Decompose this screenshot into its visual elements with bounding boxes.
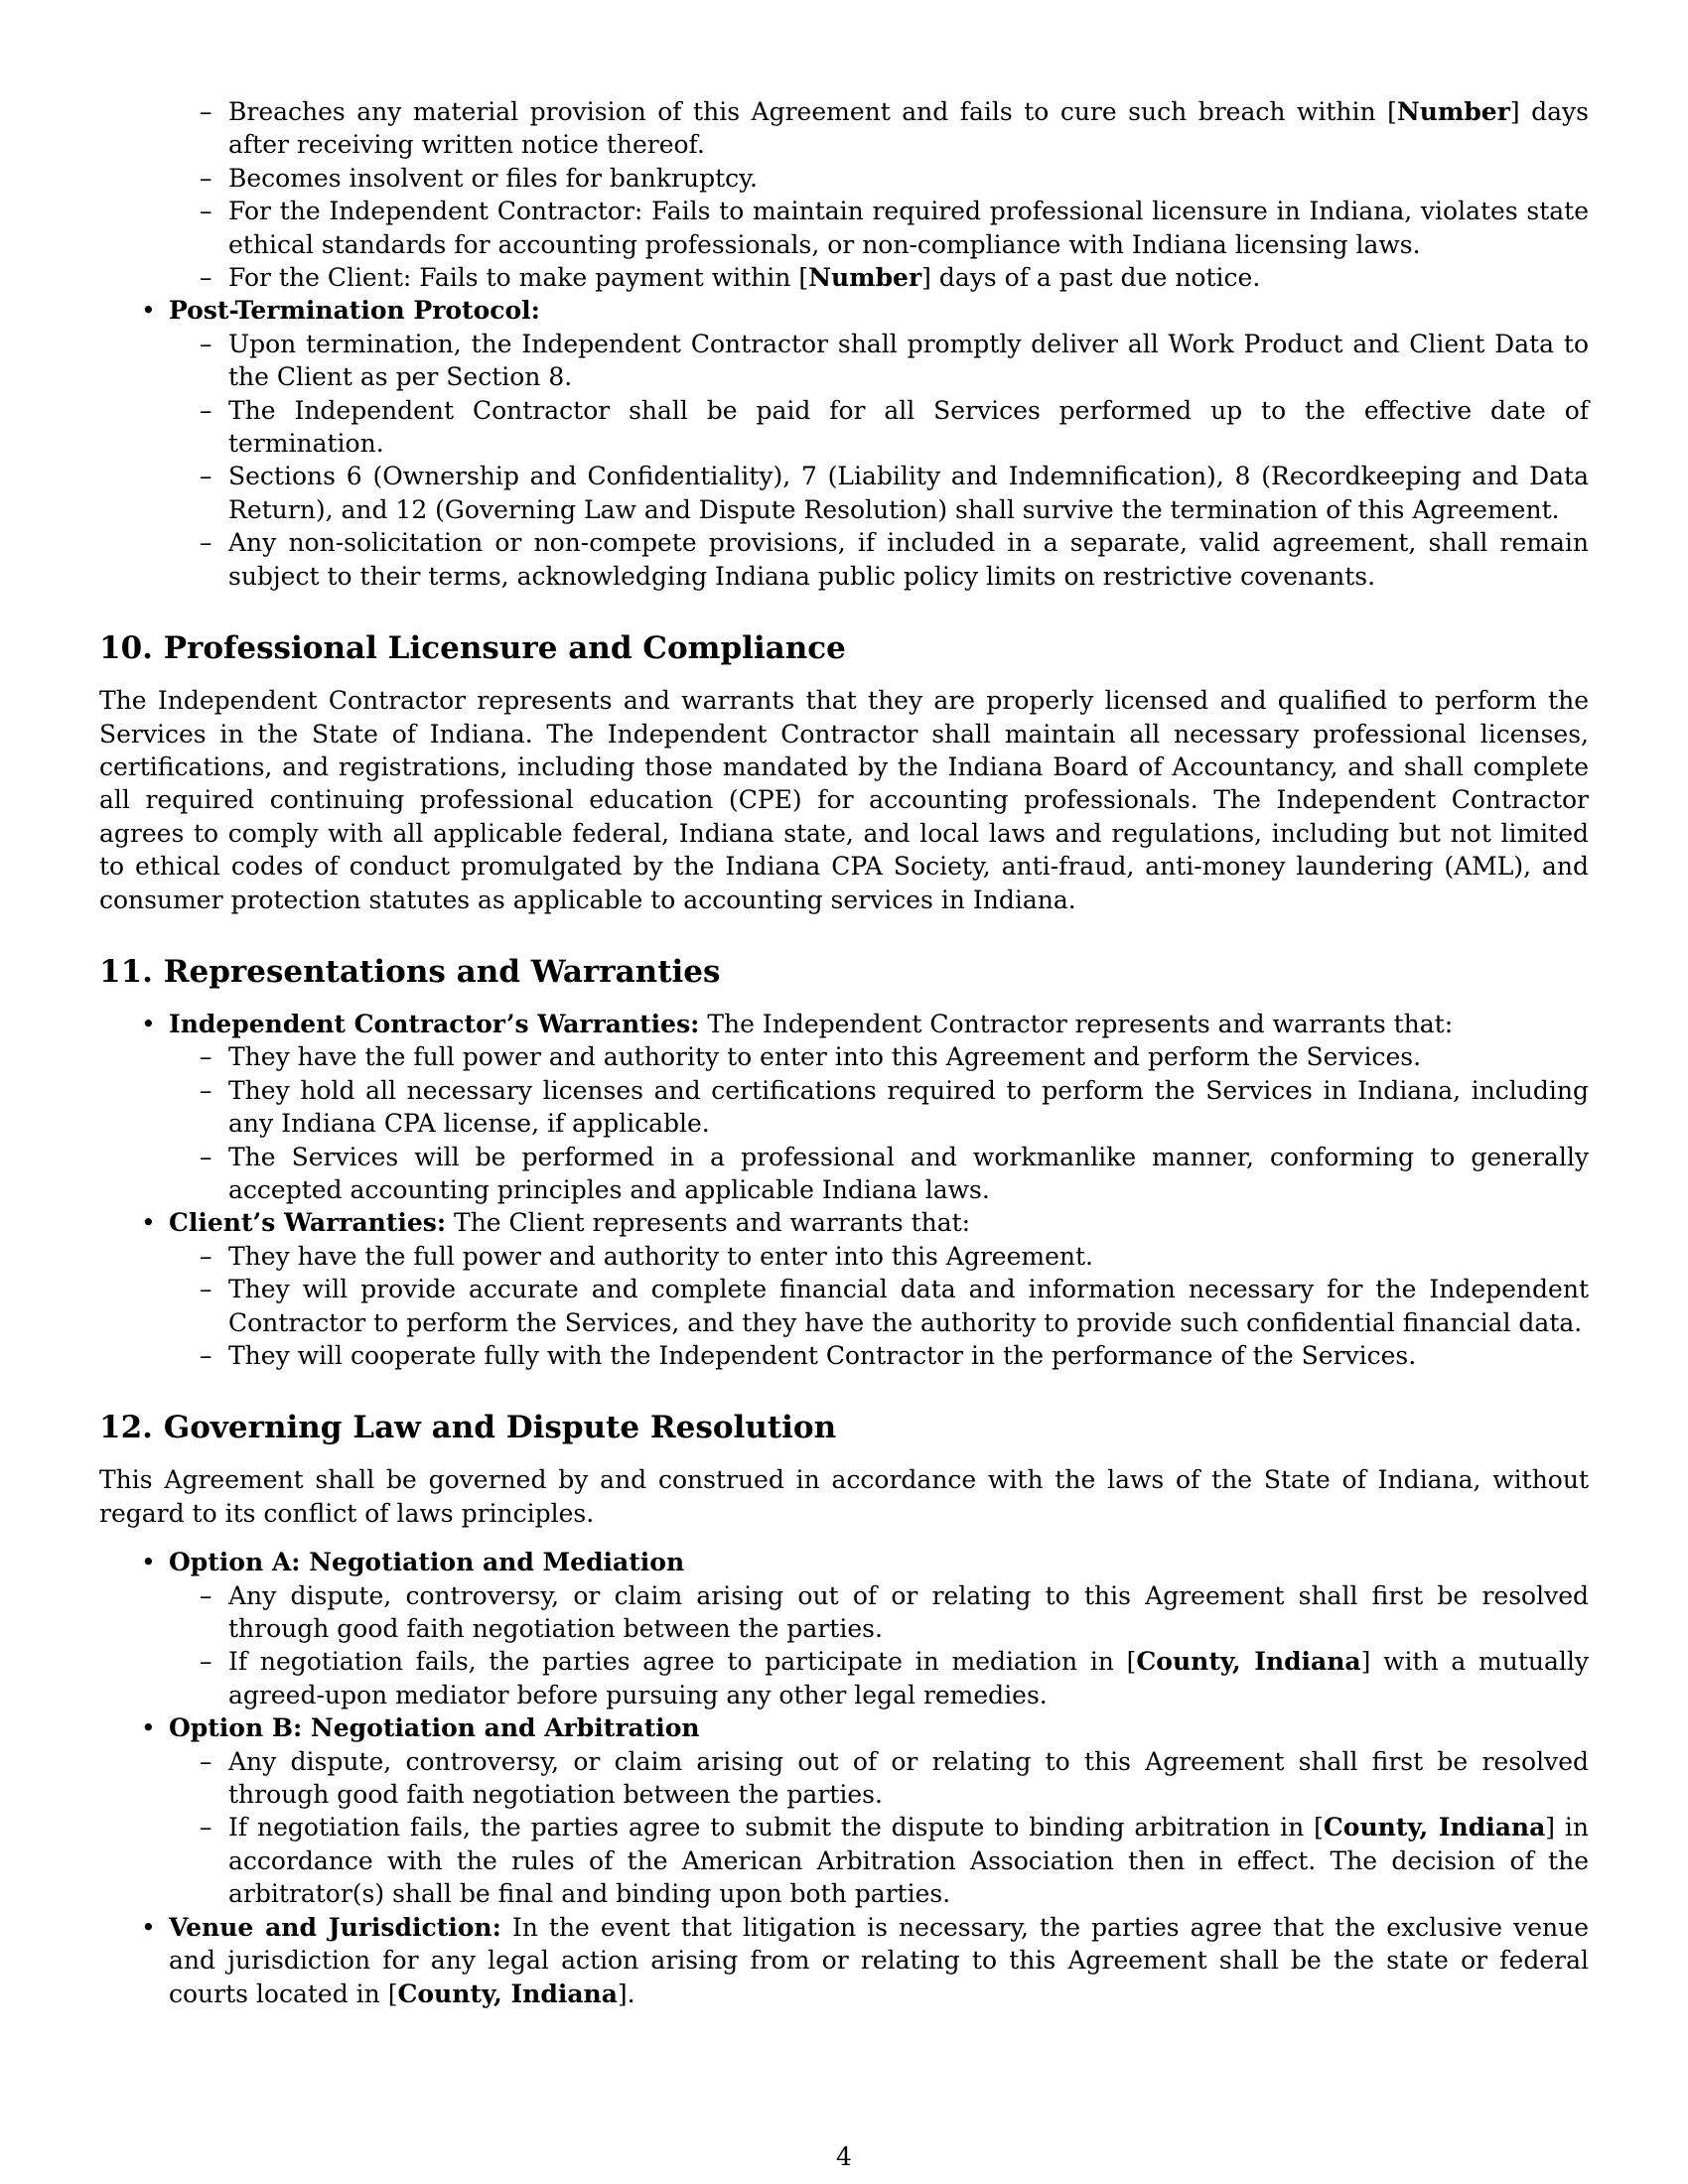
list-item: – Any dispute, controversy, or claim arising out of or relating to this Agreement shall first be resolved through good faith negotiation between the parties. (200, 1580, 1589, 1644)
list-item: – They will cooperate fully with the Independent Contractor in the performance of the Services. (169, 1339, 1589, 1372)
list-item: – Breaches any material provision of this Agreement and fails to cure such breach within [Number] days after receiving written notice thereof. (200, 97, 1589, 160)
client-warranties-sublist (169, 1240, 1589, 1373)
dash-marker: – (200, 263, 212, 293)
list-item: – If negotiation fails, the parties agree to submit the dispute to binding arbitration in [County, Indiana] in accordance with the rules of the American Arbitration Association then in effect. The decision of the arbitrator(s) shall be final and binding upon both parties. (200, 1813, 1590, 1909)
list-item: – Any non-solicitation or non-compete provisions, if included in a separate, valid agreement, shall remain subject to their terms, acknowledging Indiana public policy limits on restrictive covenants. (200, 528, 1589, 591)
section-10-heading: 10. Professional Licensure and Compliance (99, 630, 846, 667)
dash-marker: – (200, 395, 212, 425)
dash-marker: – (200, 1813, 212, 1843)
bullet-marker: • (141, 1912, 156, 1942)
dash-marker: – (200, 1580, 212, 1610)
placeholder-county: County, Indiana (1136, 1647, 1361, 1677)
option-a-item (99, 1546, 1589, 1711)
contractor-warranties-label: Independent Contractor’s Warranties: (169, 1009, 700, 1038)
option-a-label: Option A: Negotiation and Mediation (169, 1548, 685, 1577)
section-11-heading: 11. Representations and Warranties (99, 953, 721, 990)
list-item: – Sections 6 (Ownership and Confidentiality), 7 (Liability and Indemnification), 8 (Recordkeeping and Data Return), and 12 (Governing Law and Dispute Resolution) shall survive the termination of this Agreement. (200, 462, 1589, 524)
option-b-label: Option B: Negotiation and Arbitration (169, 1713, 700, 1743)
list-item: – The Independent Contractor shall be paid for all Services performed up to the effective date of termination. (200, 395, 1589, 459)
dash-marker: – (200, 1042, 212, 1072)
section-12-body: This Agreement shall be governed by and construed in accordance with the laws of the State of Indiana, without regard to its conflict of laws principles. (99, 1465, 1589, 1528)
bullet-marker: • (141, 1009, 156, 1038)
list-item: – They have the full power and authority to enter into this Agreement and perform the Services. (169, 1040, 1589, 1073)
dash-marker: – (200, 163, 212, 193)
contractor-warranties-item: • Independent Contractor’s Warranties: The Independent Contractor represents and warrants that: – They have the full power and authority to enter into this Agreement and perform the Services. – They hold all necessary licenses and certifications required to perform the Services in Indiana, including any Indiana CPA license, if applicable. – The Services will be performed in a professional and workmanlike manner, conforming to generally accepted accounting principles and applicable Indiana laws. (99, 1008, 1589, 1206)
venue-item: • Venue and Jurisdiction: In the event that litigation is necessary, the parties agree that the exclusive venue and jurisdiction for any legal action arising from or relating to this Agreement shall be the state or federal courts located in [County, Indiana]. (141, 1912, 1589, 2008)
list-item: – They have the full power and authority to enter into this Agreement. (169, 1240, 1589, 1273)
list-item: – If negotiation fails, the parties agree to participate in mediation in [County, Indiana] with a mutually agreed-upon mediator before pursuing any other legal remedies. (200, 1647, 1590, 1709)
list-item: – Becomes insolvent or files for bankruptcy. (99, 162, 1589, 195)
venue-label: Venue and Jurisdiction: (169, 1912, 501, 1942)
list-item: – Any dispute, controversy, or claim arising out of or relating to this Agreement shall first be resolved through good faith negotiation between the parties. (200, 1746, 1589, 1810)
list-item: – They will provide accurate and complete financial data and information necessary for the Independent Contractor to perform the Services, and they have the authority to provide such confidential financial data. (200, 1275, 1589, 1337)
section-12-heading: 12. Governing Law and Dispute Resolution (99, 1410, 837, 1446)
spacer (99, 1530, 1589, 1546)
dash-marker: – (200, 97, 212, 126)
option-a-sublist (169, 1579, 1589, 1712)
section-10-body: The Independent Contractor represents and warrants that they are properly licensed and qualified to perform the Services in the State of Indiana. The Independent Contractor shall maintain all necessary professional licenses, certifications, and registrations, including those mandated by the Indiana Board of Accountancy, and shall complete all required continuing professional education (CPE) for accounting professionals. The Independent Contractor agrees to comply with all applicable federal, Indiana state, and local laws and regulations, including but not limited to ethical codes of conduct promulgated by the Indiana CPA Society, anti-fraud, anti-money laundering (AML), and consumer protection statutes as applicable to accounting services in Indiana. (99, 686, 1589, 914)
list-item: – For the Client: Fails to make payment within [Number] days of a past due notice. (99, 261, 1589, 294)
contractor-warranties-sublist (169, 1040, 1589, 1206)
post-termination-item (99, 294, 1589, 593)
dash-marker: – (200, 197, 212, 226)
bullet-marker: • (141, 1208, 156, 1238)
dash-marker: – (200, 1075, 212, 1105)
termination-conditions-list (99, 95, 1589, 294)
list-item: – Upon termination, the Independent Contractor shall promptly deliver all Work Product and Client Data to the Client as per Section 8. (200, 329, 1589, 392)
bullet-marker: • (141, 1548, 156, 1577)
dash-marker: – (200, 1142, 212, 1171)
dash-marker: – (200, 1647, 212, 1677)
dispute-options-list (99, 1546, 1589, 2010)
post-termination-label: Post-Termination Protocol: (169, 296, 540, 326)
option-b-sublist (169, 1745, 1589, 1911)
client-warranties-item: • Client’s Warranties: The Client represents and warrants that: – They have the full power and authority to enter into this Agreement. – They will provide accurate and complete financial data and information necessary for the Independent Contractor to perform the Services, and they have the authority to provide such confidential financial data. – They will cooperate fully with the Independent Contractor in the performance of the Services. (99, 1206, 1589, 1372)
post-termination-sublist (169, 328, 1589, 593)
placeholder-county: County, Indiana (397, 1979, 618, 2008)
list-item: – For the Independent Contractor: Fails to maintain required professional licensure in Indiana, violates state ethical standards for accounting professionals, or non-compliance with Indiana licensing laws. (200, 197, 1589, 259)
placeholder-county: County, Indiana (1323, 1813, 1546, 1843)
warranties-list (99, 1008, 1589, 1372)
dash-marker: – (200, 528, 212, 558)
dash-marker: – (200, 1341, 212, 1370)
bullet-marker: • (141, 1713, 156, 1743)
post-termination-list (99, 294, 1589, 593)
placeholder-number: Number (808, 263, 922, 293)
list-item: – They hold all necessary licenses and certifications required to perform the Services in Indiana, including any Indiana CPA license, if applicable. (200, 1075, 1589, 1139)
page-number: 4 (836, 2142, 852, 2171)
list-item: – The Services will be performed in a professional and workmanlike manner, conforming to generally accepted accounting principles and applicable Indiana laws. (200, 1142, 1589, 1204)
dash-marker: – (200, 1241, 212, 1271)
option-b-item (99, 1711, 1589, 1910)
dash-marker: – (200, 1275, 212, 1304)
document-page (99, 95, 1589, 2010)
dash-marker: – (200, 329, 212, 358)
dash-marker: – (200, 1746, 212, 1776)
dash-marker: – (200, 462, 212, 491)
bullet-marker: • (141, 296, 156, 326)
placeholder-number: Number (1396, 97, 1510, 126)
client-warranties-label: Client’s Warranties: (169, 1208, 447, 1238)
